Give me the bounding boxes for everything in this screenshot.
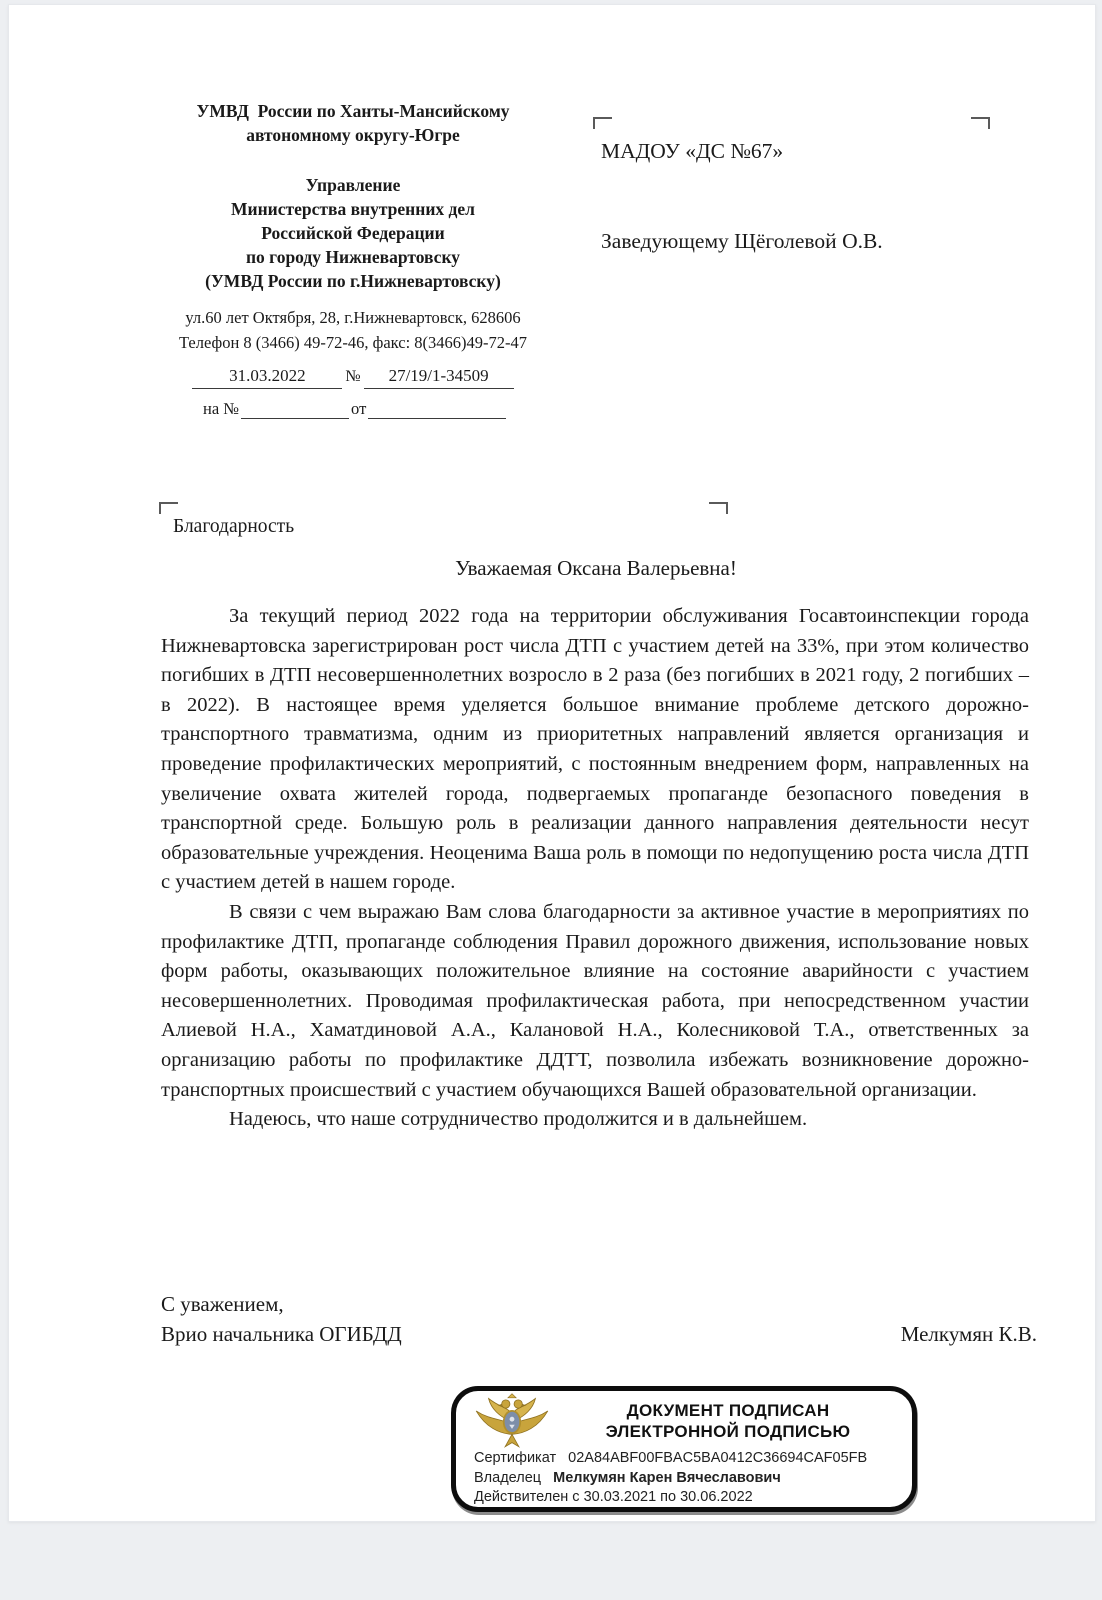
body-paragraph: В связи с чем выражаю Вам слова благодарности за активное участие в мероприятиях по профилактике ДТП, пропаганде соблюдения Правил дорожного движения, использование новых форм работы, оказывающих положительное влияние на состояние аварийности с участием несовершеннолетних. Проводимая профилактическая работа, при непосредственном участии Алиевой Н.А., Хаматдиновой А.А., Калановой Н.А., Колесниковой Т.А., ответственных за организацию работы по профилактике ДДТТ, позволила избежать возникновение дорожно-транспортных происшествий с участием обучающихся Вашей образовательной организации. — [161, 900, 1029, 1101]
doc-date-number-row — [143, 365, 563, 389]
contact-block — [143, 305, 563, 355]
signature-row — [161, 1322, 1037, 1347]
org-name-line: автономному округу-Югре — [246, 125, 460, 145]
org-name-line: УМВД России по Ханты-Мансийскому — [196, 101, 510, 121]
corner-bracket-icon — [709, 502, 728, 514]
validity-line: Действителен с 30.03.2021 по 30.06.2022 — [474, 1489, 753, 1505]
certificate-value: 02A84ABF00FBAC5BA0412C36694CAF05FB — [568, 1450, 868, 1466]
signature-stamp — [451, 1386, 917, 1512]
letterhead — [143, 99, 563, 419]
doc-number: 27/19/1-34509 — [364, 365, 514, 389]
ref-date-blank — [368, 400, 506, 419]
doc-date: 31.03.2022 — [192, 365, 342, 389]
phone-line: Телефон 8 (3466) 49-72-46, факс: 8(3466)49-72-47 — [178, 333, 528, 352]
dept-line: по городу Нижневартовску — [245, 247, 461, 267]
owner-line — [474, 1469, 900, 1489]
stamp-title — [552, 1400, 904, 1442]
corner-bracket-icon — [159, 502, 178, 514]
dept-line: Управление — [305, 175, 401, 195]
stamp-title-line: ДОКУМЕНТ ПОДПИСАН — [626, 1401, 830, 1420]
ref-na-label: на № — [203, 399, 240, 418]
corner-bracket-icon — [593, 117, 612, 129]
number-sign: № — [345, 368, 361, 385]
addressee-org: МАДОУ «ДС №67» — [601, 139, 784, 163]
signer-name: Мелкумян К.В. — [900, 1322, 1037, 1346]
owner-label: Владелец — [474, 1469, 542, 1486]
mvd-eagle-emblem-icon — [469, 1393, 555, 1455]
signer-position: Врио начальника ОГИБДД — [161, 1322, 402, 1346]
dept-line: Российской Федерации — [261, 223, 445, 243]
reference-number-row — [201, 398, 563, 419]
dept-line: (УМВД России по г.Нижневартовску) — [205, 271, 501, 291]
ref-number-blank — [241, 400, 349, 419]
letter-body — [161, 602, 1029, 1135]
corner-bracket-icon — [971, 117, 990, 129]
body-paragraph: Надеюсь, что наше сотрудничество продолжится и в дальнейшем. — [229, 1108, 808, 1131]
ref-ot-label: от — [351, 399, 367, 418]
certificate-label: Сертификат — [474, 1450, 557, 1466]
dept-line: Министерства внутренних дел — [231, 199, 475, 219]
address-line: ул.60 лет Октября, 28, г.Нижневартовск, 628606 — [185, 308, 521, 327]
salutation: Уважаемая Оксана Валерьевна! — [455, 556, 737, 580]
closing-line: С уважением, — [161, 1292, 284, 1316]
subject-title: Благодарность — [173, 516, 295, 537]
stamp-title-line: ЭЛЕКТРОННОЙ ПОДПИСЬЮ — [605, 1422, 851, 1441]
department-block — [143, 173, 563, 293]
certificate-line — [474, 1449, 900, 1469]
body-paragraph: За текущий период 2022 года на территории обслуживания Госавтоинспекции города Нижневартовска зарегистрирован рост числа ДТП с участием детей на 33%, при этом количество погибших в ДТП несовершеннолетних возросло в 2 раза (без погибших в 2021 году, 2 погибших – в 2022). В настоящее время уделяется большое внимание проблеме детского дорожно-транспортного травматизма, одним из приоритетных направлений является организация и проведение профилактических мероприятий, с постоянным внедрением форм, направленных на увеличение охвата жителей города, подвергаемых пропаганде безопасного поведения в транспортной среде. Большую роль в реализации данного направления деятельности несут образовательные учреждения. Неоценима Ваша роль в помощи по недопущению роста числа ДТП с участием детей в нашем городе. — [161, 605, 1029, 894]
stamp-details — [474, 1449, 900, 1508]
owner-value: Мелкумян Карен Вячеславович — [553, 1469, 781, 1486]
letter-paper — [8, 4, 1096, 1522]
addressee-person: Заведующему Щёголевой О.В. — [601, 229, 883, 253]
